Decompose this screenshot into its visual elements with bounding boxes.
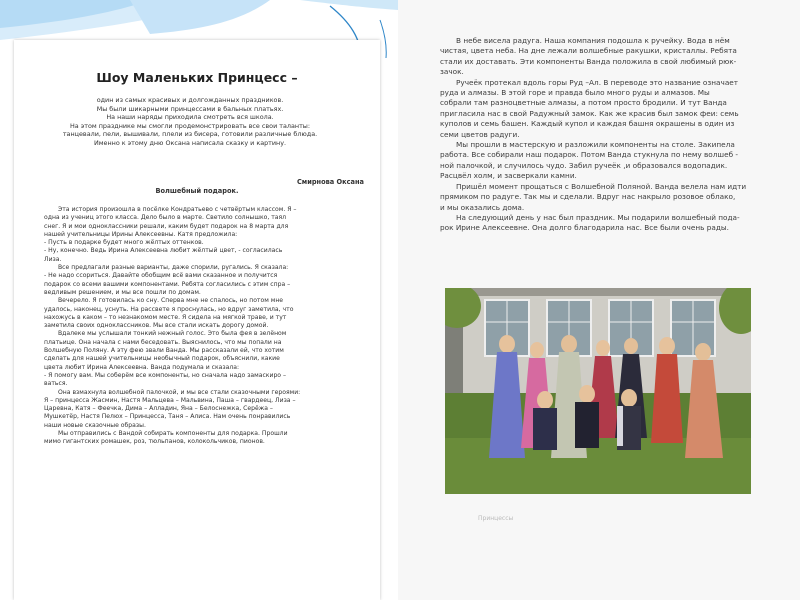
class-photo: [445, 288, 751, 494]
story-line: - Не надо ссориться. Давайте обобщим всё вами сказанное и получится: [44, 272, 278, 280]
story-line: Она взмахнула волшебной палочкой, и мы все стали сказочными героями:: [58, 388, 301, 396]
photo-caption: Принцессы: [478, 515, 514, 522]
intro-line: Мы были шикарными принцессами в бальных платьях.: [96, 104, 284, 113]
story-line: Мушкетёр, Настя Пелюх – Принцесса, Таня – Алиса. Нам очень понравились: [44, 413, 291, 421]
story-line: Вдалеке мы услышали тонкий нежный голос. Это была фея в зелёном: [58, 330, 287, 338]
story-line: Царевна, Катя – Феечка, Дима – Алладин, Яна – Белоснежка, Серёжа –: [44, 405, 273, 413]
story-continuation-line: ной палочкой, и случилось чудо. Забил ручеёк ,и образовался водопадик.: [440, 160, 728, 170]
story-line: сделать для нашей учительницы необычный подарок, объяснили, какие: [44, 355, 280, 363]
story-line: цвета любит Ирина Алексеевна. Ванда подумала и сказала:: [44, 363, 240, 371]
story-line: ваться.: [44, 380, 68, 388]
story-line: нахожусь в каком – то незнакомом месте. Я сидела на мягкой траве, и тут: [44, 313, 287, 321]
intro-line: один из самых красивых и долгожданных праздников.: [96, 96, 284, 104]
story-continuation-line: зачок.: [440, 67, 464, 77]
story-continuation-line: Пришёл момент прощаться с Волшебной Поляной. Ванда велела нам идти: [456, 181, 747, 191]
intro-line: танцевали, пели, вышивали, плели из бисера, готовили различные блюда.: [62, 130, 318, 139]
story-line: мимо гигантских ромашек, роз, тюльпанов, колокольчиков, пионов.: [44, 438, 265, 446]
story-title: Волшебный подарок.: [155, 187, 239, 195]
story-continuation: [440, 36, 770, 234]
story-continuation-line: куполов и семь башен. Каждый купол и каждая башня окрашены в один из: [440, 119, 735, 129]
story-continuation-line: Мы прошли в мастерскую и разложили компоненты на столе. Закипела: [456, 140, 735, 150]
story-line: - Пусть в подарке будет много жёлтых оттенков.: [44, 239, 204, 247]
story-continuation-line: стали их доставать. Эти компоненты Ванда положила в свой любимый рюк-: [440, 56, 737, 66]
story-continuation-line: Расцвёл холм, и засверкали камни.: [440, 171, 577, 181]
story-continuation-line: пригласила нас в свой Радужный замок. Как же красив был замок феи: семь: [440, 108, 739, 118]
story-text: [44, 206, 349, 447]
story-line: ведливым решением, и мы все пошли по домам.: [44, 288, 201, 296]
story-line: снег. Я и мои одноклассники решали, каким будет подарок на 8 марта для: [44, 222, 289, 230]
story-line: Волшебную Поляну. А эту фею звали Ванда. Мы рассказали ей, что хотим: [44, 347, 284, 355]
story-line: Лиза.: [44, 255, 62, 263]
story-line: Все предлагали разные варианты, даже спорили, ругались. Я сказала:: [58, 264, 289, 272]
story-continuation-line: руда и алмазы. В этой горе и правда было много руды и алмазов. Мы: [440, 88, 710, 98]
story-line: Эта история произошла в посёлке Кондратьево с четвёртым классом. Я –: [58, 206, 297, 213]
intro-line: Именно к этому дню Оксана написала сказку и картину.: [93, 138, 287, 147]
story-continuation-line: На следующий день у нас был праздник. Мы подарили волшебный пода-: [456, 212, 740, 222]
story-continuation-line: Ручеёк протекал вдоль горы Руд –Ал. В переводе это название означает: [456, 77, 739, 87]
story-continuation-line: и мы оказались дома.: [440, 202, 525, 212]
story-line: Вечерело. Я готовилась ко сну. Сперва мне не спалось, но потом мне: [58, 297, 284, 305]
intro-line: На этом празднике мы смогли продемонстрировать все свои таланты:: [69, 121, 310, 130]
story-continuation-line: собрали там разноцветные алмазы, а потом просто бродили. И тут Ванда: [440, 98, 727, 108]
story-line: нашей учительницы Ирины Алексеевны. Катя предложила:: [44, 230, 238, 238]
story-line: одна из учениц этого класса. Дело было в марте. Светило солнышко, таял: [44, 214, 287, 222]
story-line: Я – принцесса Жасмин, Настя Мальцева – Мальвина, Паша – гвардеец, Лиза –: [44, 396, 296, 404]
story-continuation-line: чистая, цвета неба. На дне лежали волшебные ракушки, кристаллы. Ребята: [440, 46, 737, 56]
story-line: удалось, наконец, уснуть. На рассвете я проснулась, но вдруг заметила, что: [44, 305, 294, 313]
page-title: Шоу Маленьких Принцесс –: [96, 70, 298, 85]
intro-paragraph: [40, 96, 340, 148]
story-line: наши новые сказочные образы.: [44, 421, 146, 429]
story-continuation-line: семи цветов радуги.: [440, 129, 520, 139]
story-line: платьице. Она начала с нами беседовать. Выяснилось, что мы попали на: [44, 338, 282, 346]
story-line: Мы отправились с Вандой собирать компоненты для подарка. Прошли: [58, 430, 288, 438]
story-continuation-line: В небе висела радуга. Наша компания подошла к ручейку. Вода в нём: [456, 36, 730, 45]
story-continuation-line: рок Ирине Алексеевне. Она долго благодарила нас. Все были очень рады.: [440, 223, 729, 233]
story-line: заметила своих одноклассников. Мы все стали искать дорогу домой.: [44, 322, 269, 330]
story-continuation-line: работа. Все собирали наш подарок. Потом Ванда стукнула по нему волшеб -: [440, 150, 739, 160]
author-name: Смирнова Оксана: [296, 178, 364, 186]
story-line: подарок со всеми вашими компонентами. Ребята согласились с этим спра –: [44, 280, 291, 288]
story-line: - Ну, конечно. Ведь Ирина Алексеевна любит жёлтый цвет, - согласилась: [44, 247, 283, 255]
story-line: - Я помогу вам. Мы соберём все компоненты, но сначала надо замаскиро –: [44, 371, 287, 379]
story-continuation-line: прямиком по радуге. Так мы и сделали. Вдруг нас накрыло розовое облако,: [440, 192, 736, 202]
intro-line: На наши наряды приходила смотреть вся школа.: [106, 113, 274, 122]
